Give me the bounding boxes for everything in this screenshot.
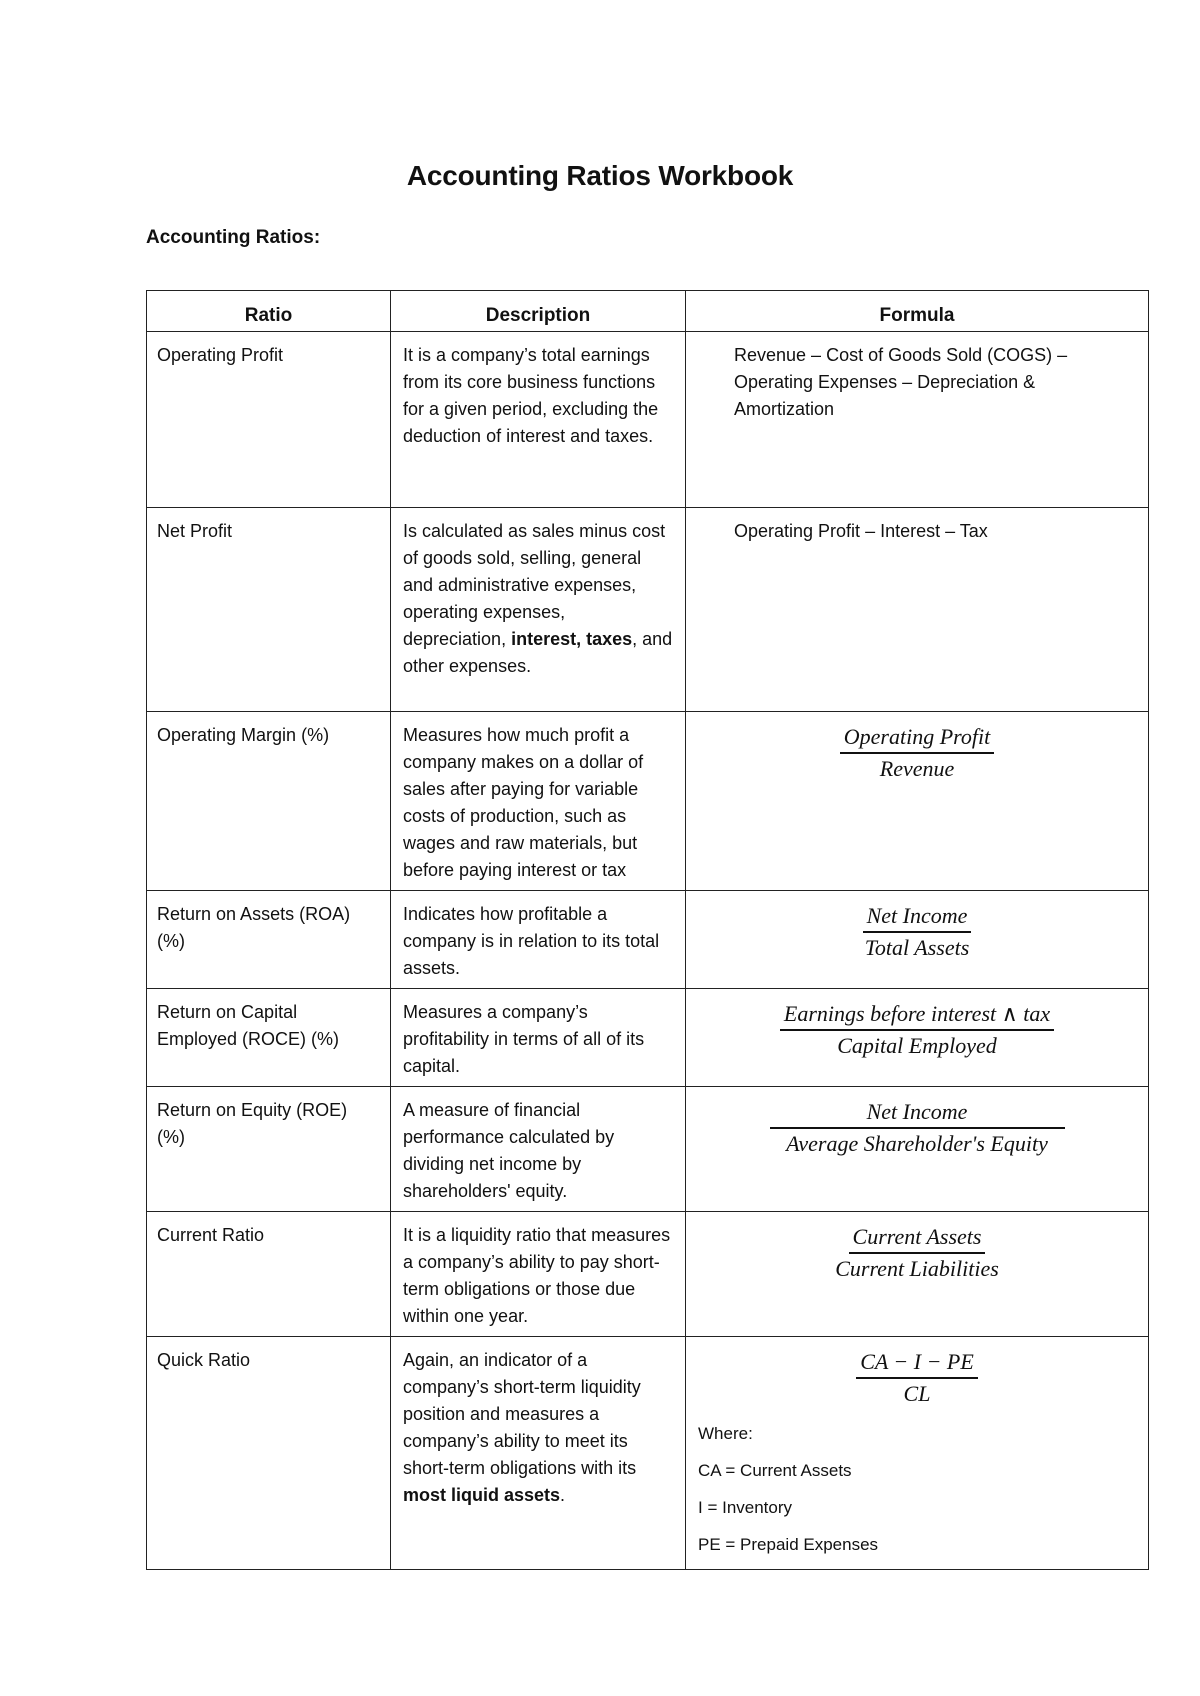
ratio-formula — [686, 712, 1149, 891]
formula-denominator: Revenue — [879, 756, 955, 781]
legend-label: Where: — [698, 1424, 753, 1443]
formula-denominator: Average Shareholder's Equity — [786, 1131, 1048, 1156]
ratio-name: Operating Margin (%) — [147, 712, 391, 891]
header-ratio: Ratio — [147, 291, 391, 332]
ratio-description: It is a company’s total earnings from its core business functions for a given period, excluding the deduction of interest and taxes. — [391, 332, 686, 508]
formula-fraction — [698, 1222, 1136, 1284]
legend-item: CA = Current Assets — [698, 1461, 852, 1480]
formula-numerator: Operating Profit — [840, 722, 994, 754]
ratio-name: Return on Capital Employed (ROCE) (%) — [147, 989, 391, 1087]
ratio-formula — [686, 989, 1149, 1087]
description-text: Again, an indicator of a company’s short-term liquidity position and measures a company’s ability to meet its short-term obligations with its — [403, 1350, 641, 1478]
ratio-description: Indicates how profitable a company is in relation to its total assets. — [391, 891, 686, 989]
legend-item: I = Inventory — [698, 1498, 793, 1517]
formula-fraction — [698, 901, 1136, 963]
formula-numerator: Net Income — [863, 901, 972, 933]
ratio-formula — [686, 1337, 1149, 1570]
ratio-formula — [686, 891, 1149, 989]
formula-numerator: Net Income — [866, 1099, 968, 1124]
ratio-name: Return on Assets (ROA) (%) — [147, 891, 391, 989]
description-emphasis: most liquid assets — [403, 1485, 561, 1505]
ratio-description: Measures how much profit a company makes on a dollar of sales after paying for variable costs of production, such as wages and raw materials, but before paying interest or tax — [391, 712, 686, 891]
formula-numerator: Current Assets — [849, 1222, 986, 1254]
table-row — [147, 989, 1149, 1087]
ratio-name: Net Profit — [147, 508, 391, 712]
formula-denominator: Capital Employed — [837, 1033, 997, 1058]
description-text: , and other expenses. — [403, 629, 673, 676]
table-row — [147, 1087, 1149, 1212]
ratio-description: Measures a company’s profitability in terms of all of its capital. — [391, 989, 686, 1087]
formula-denominator: Total Assets — [864, 935, 970, 960]
table-row — [147, 712, 1149, 891]
header-description: Description — [391, 291, 686, 332]
ratio-description — [391, 508, 686, 712]
table-header-row — [147, 291, 1149, 332]
formula-text: Revenue – Cost of Goods Sold (COGS) – Operating Expenses – Depreciation & Amortization — [734, 345, 1068, 419]
header-formula: Formula — [686, 291, 1149, 332]
formula-fraction — [698, 722, 1136, 784]
formula-legend — [698, 1415, 1136, 1563]
ratio-formula — [686, 1087, 1149, 1212]
table-row — [147, 1337, 1149, 1570]
formula-numerator: CA − I − PE — [856, 1347, 978, 1379]
table-row — [147, 891, 1149, 989]
legend-item: PE = Prepaid Expenses — [698, 1535, 879, 1554]
description-text: Is calculated as sales minus cost of goods sold, selling, general and administrative expenses, operating expenses, depreciation, — [403, 521, 666, 649]
ratio-formula — [686, 508, 1149, 712]
table-row — [147, 332, 1149, 508]
formula-fraction — [698, 1347, 1136, 1409]
formula-text: Operating Profit – Interest – Tax — [734, 521, 988, 541]
formula-numerator: Earnings before interest ∧ tax — [780, 999, 1054, 1031]
formula-fraction — [698, 999, 1136, 1061]
ratio-name: Current Ratio — [147, 1212, 391, 1337]
ratio-formula — [686, 332, 1149, 508]
ratio-description: It is a liquidity ratio that measures a company’s ability to pay short-term obligations or those due within one year. — [391, 1212, 686, 1337]
section-heading: Accounting Ratios: — [146, 227, 321, 248]
ratio-description — [391, 1337, 686, 1570]
table-row — [147, 508, 1149, 712]
ratio-name: Return on Equity (ROE) (%) — [147, 1087, 391, 1212]
ratio-description: A measure of financial performance calculated by dividing net income by shareholders' equity. — [391, 1087, 686, 1212]
formula-fraction — [698, 1097, 1136, 1159]
description-emphasis: interest, taxes — [511, 629, 633, 649]
formula-denominator: CL — [903, 1381, 931, 1406]
document-title: Accounting Ratios Workbook — [406, 160, 794, 191]
ratio-name: Quick Ratio — [147, 1337, 391, 1570]
ratio-formula — [686, 1212, 1149, 1337]
description-text: . — [560, 1485, 566, 1505]
formula-denominator: Current Liabilities — [835, 1256, 999, 1281]
ratios-table — [146, 290, 1149, 1570]
ratio-name: Operating Profit — [147, 332, 391, 508]
table-row — [147, 1212, 1149, 1337]
